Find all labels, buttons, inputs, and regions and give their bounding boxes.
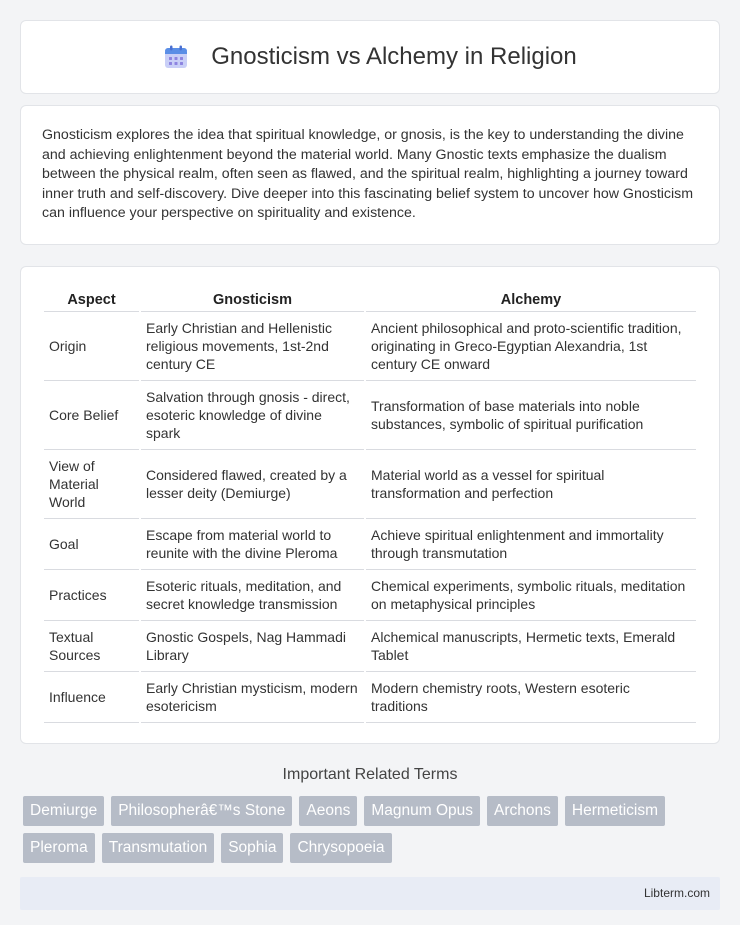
title-card (20, 20, 720, 94)
table-row (44, 621, 696, 672)
table-row (44, 570, 696, 621)
cell-aspect: Goal (44, 519, 139, 570)
tag-magnum-opus[interactable]: Magnum Opus (364, 796, 480, 826)
tag-demiurge[interactable]: Demiurge (23, 796, 104, 826)
cell-aspect: View of Material World (44, 450, 139, 519)
page-title: Gnosticism vs Alchemy in Religion (211, 43, 577, 70)
cell-gnosticism: Considered flawed, created by a lesser deity (Demiurge) (141, 450, 364, 519)
footer-link[interactable]: Libterm.com (643, 886, 710, 901)
intro-text: Gnosticism explores the idea that spiritual knowledge, or gnosis, is the key to understanding the divine and achieving enlightenment beyond the material world. Many Gnostic texts emphasize the dualism between the physical realm, often seen as flawed, and the spiritual realm, highlighting a journey toward inner truth and self-discovery. Dive deeper into this fascinating belief system to uncover how Gnosticism can influence your perspective on spirituality and existence. (42, 127, 694, 222)
cell-alchemy: Modern chemistry roots, Western esoteric traditions (366, 672, 696, 723)
intro-card (20, 105, 720, 245)
tag-archons[interactable]: Archons (487, 796, 558, 826)
table-row (44, 312, 696, 381)
cell-aspect: Influence (44, 672, 139, 723)
tag-transmutation[interactable]: Transmutation (102, 833, 215, 863)
table-row (44, 519, 696, 570)
header-alchemy: Alchemy (366, 287, 696, 312)
table-row (44, 381, 696, 450)
cell-gnosticism: Gnostic Gospels, Nag Hammadi Library (141, 621, 364, 672)
cell-gnosticism: Salvation through gnosis - direct, esoteric knowledge of divine spark (141, 381, 364, 450)
footer (20, 877, 720, 910)
cell-gnosticism: Early Christian mysticism, modern esotericism (141, 672, 364, 723)
table-header-row (44, 287, 696, 312)
tag-philosophers-stone[interactable]: Philosopherâ€™s Stone (111, 796, 292, 826)
cell-alchemy: Material world as a vessel for spiritual transformation and perfection (366, 450, 696, 519)
tag-aeons[interactable]: Aeons (299, 796, 357, 826)
cell-aspect: Origin (44, 312, 139, 381)
table-row (44, 672, 696, 723)
comparison-card (20, 266, 720, 744)
comparison-table (42, 287, 698, 723)
cell-gnosticism: Escape from material world to reunite with the divine Pleroma (141, 519, 364, 570)
cell-alchemy: Alchemical manuscripts, Hermetic texts, Emerald Tablet (366, 621, 696, 672)
tag-chrysopoeia[interactable]: Chrysopoeia (290, 833, 391, 863)
cell-alchemy: Ancient philosophical and proto-scientific tradition, originating in Greco-Egyptian Alexandria, 1st century CE onward (366, 312, 696, 381)
cell-alchemy: Chemical experiments, symbolic rituals, meditation on metaphysical principles (366, 570, 696, 621)
header-gnosticism: Gnosticism (141, 287, 364, 312)
tag-hermeticism[interactable]: Hermeticism (565, 796, 665, 826)
tag-pleroma[interactable]: Pleroma (23, 833, 95, 863)
tag-sophia[interactable]: Sophia (221, 833, 283, 863)
table-row (44, 450, 696, 519)
cell-gnosticism: Early Christian and Hellenistic religious movements, 1st-2nd century CE (141, 312, 364, 381)
header-aspect: Aspect (44, 287, 139, 312)
cell-aspect: Practices (44, 570, 139, 621)
cell-gnosticism: Esoteric rituals, meditation, and secret knowledge transmission (141, 570, 364, 621)
related-terms-tags (20, 796, 720, 863)
cell-alchemy: Achieve spiritual enlightenment and immortality through transmutation (366, 519, 696, 570)
cell-aspect: Textual Sources (44, 621, 139, 672)
calendar-icon (163, 44, 189, 70)
cell-alchemy: Transformation of base materials into noble substances, symbolic of spiritual purification (366, 381, 696, 450)
cell-aspect: Core Belief (44, 381, 139, 450)
related-terms-title: Important Related Terms (282, 765, 458, 783)
